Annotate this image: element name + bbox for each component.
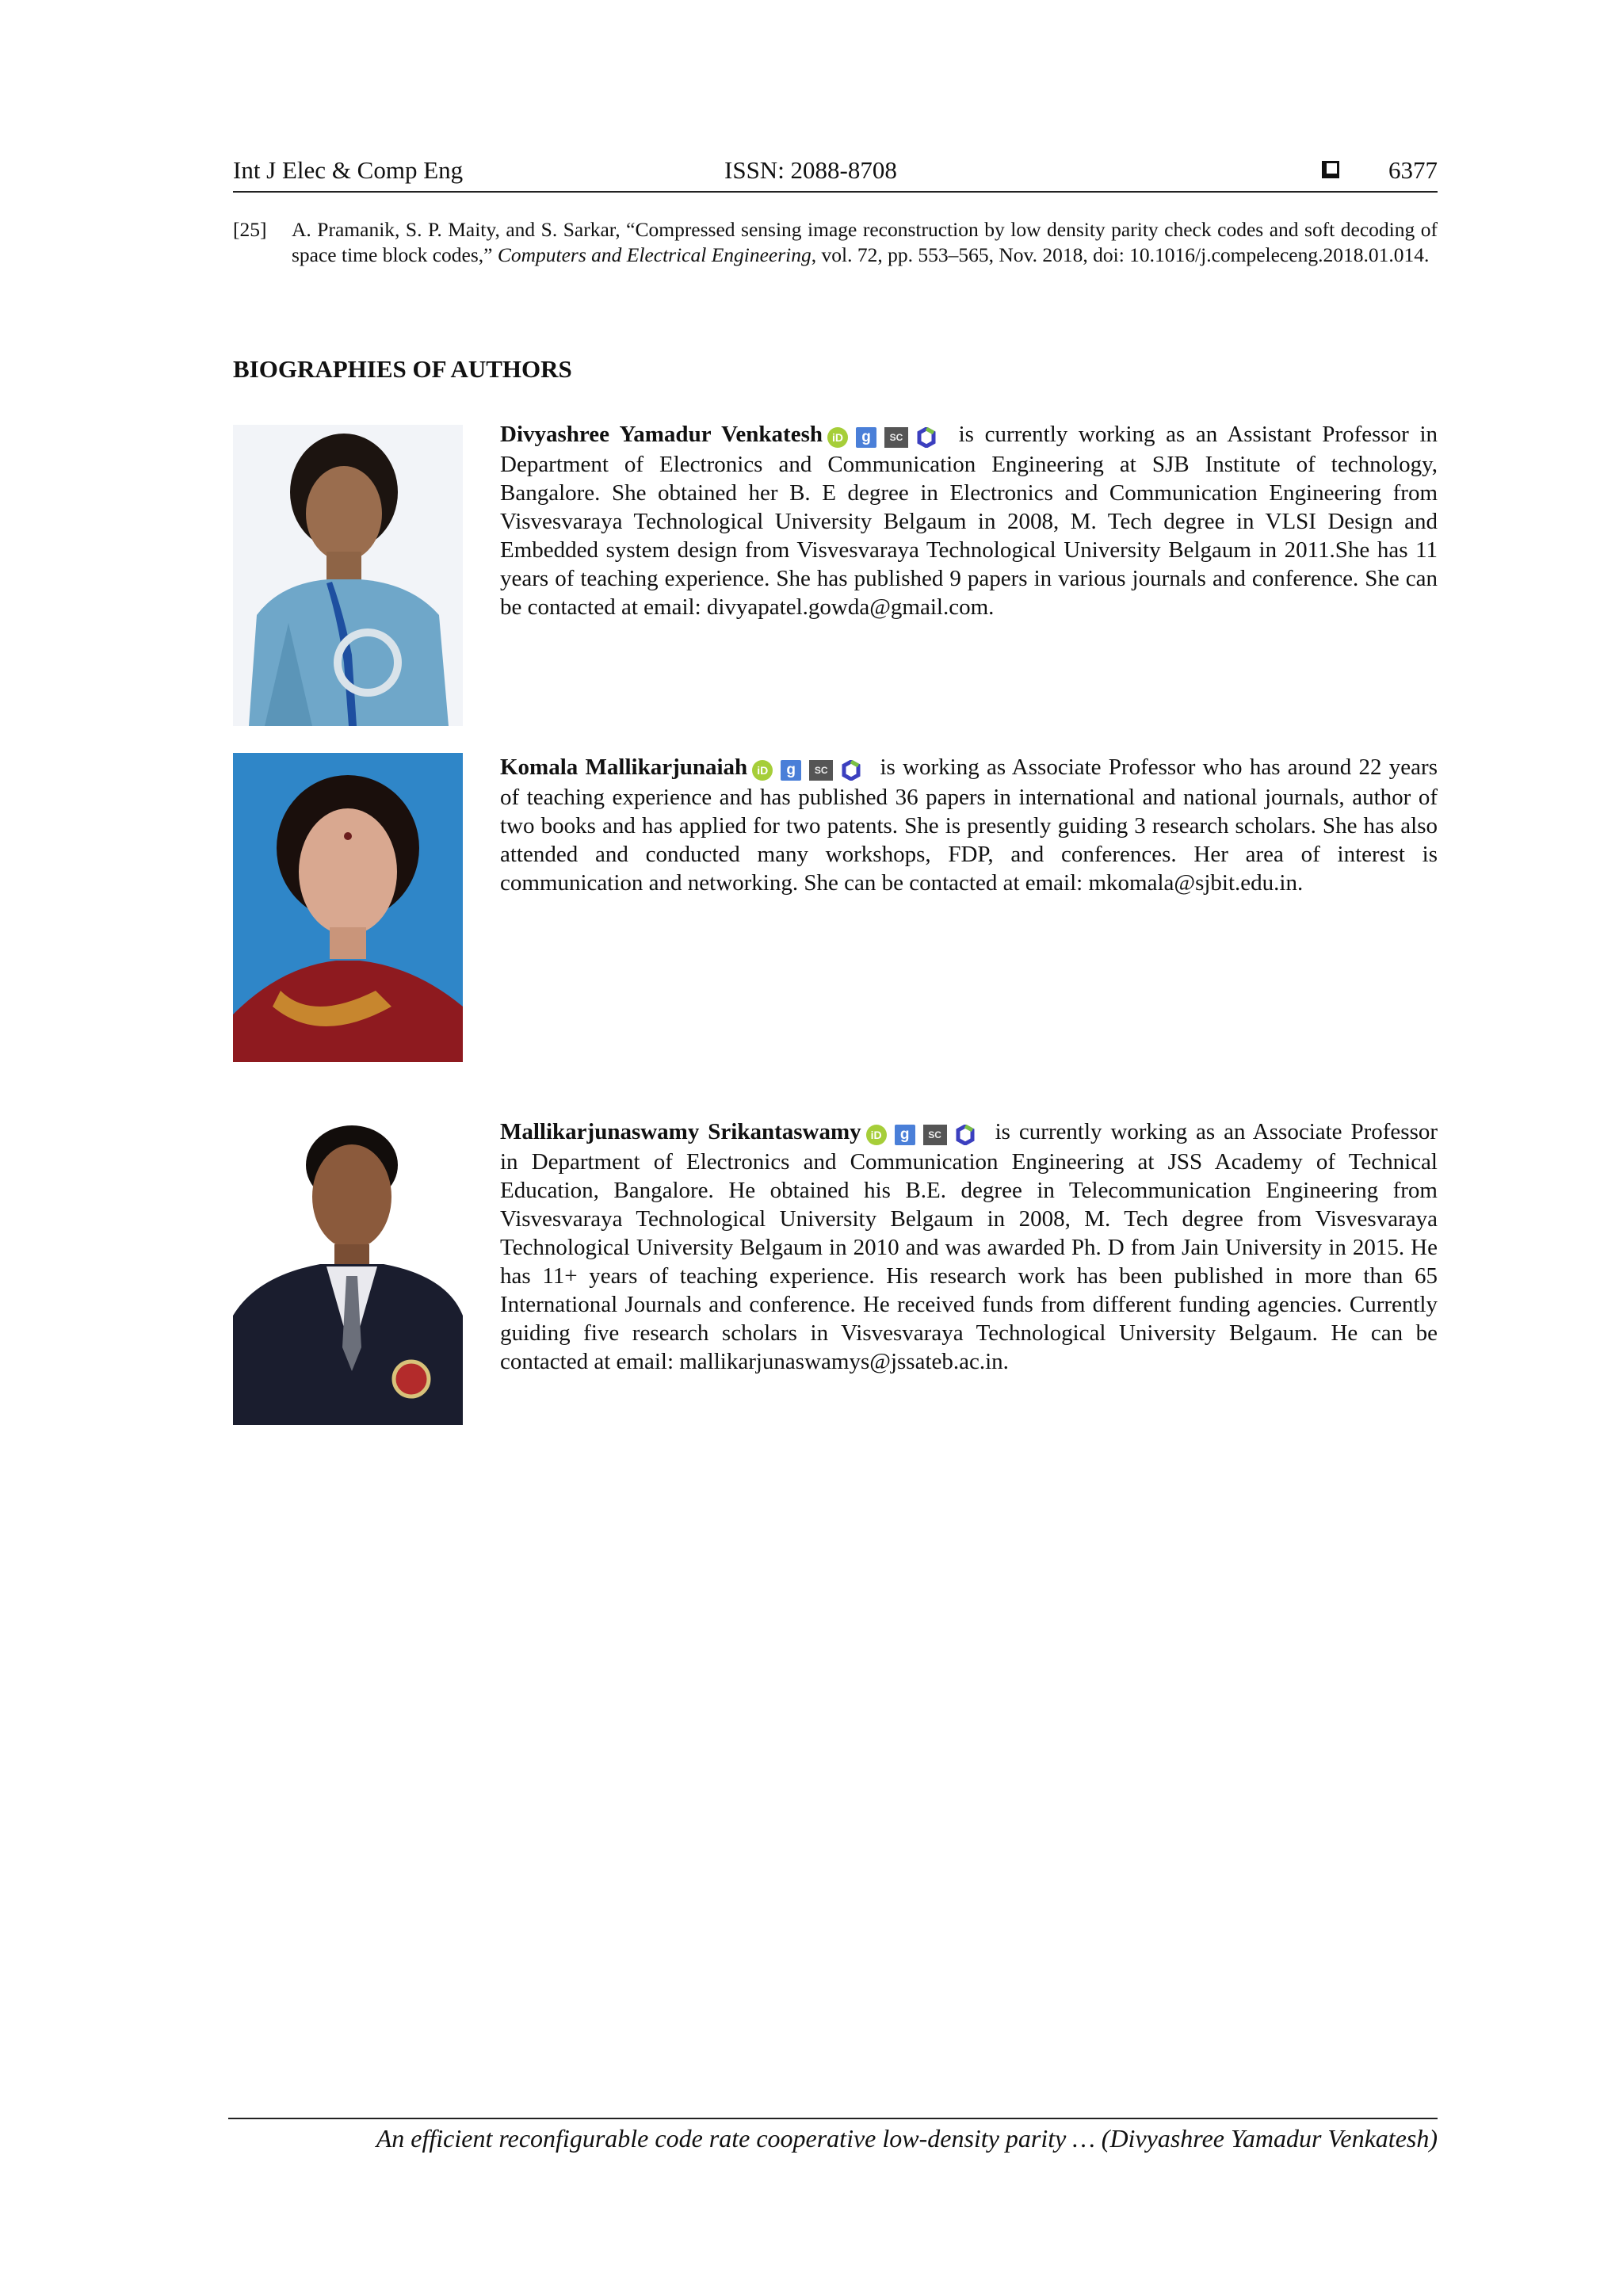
orcid-icon[interactable]: iD [866, 1125, 887, 1145]
issn: ISSN: 2088-8708 [724, 156, 897, 184]
profile-icons [752, 755, 869, 783]
orcid-icon[interactable]: iD [752, 760, 773, 781]
author-name: Komala Mallikarjunaiah [500, 755, 748, 780]
reference-journal: Computers and Electrical Engineering [497, 243, 812, 266]
google-scholar-icon[interactable]: g [781, 760, 801, 781]
reference-details: , vol. 72, pp. 553–565, Nov. 2018, doi: 10.1016/j.compeleceng.2018.01.014. [811, 243, 1430, 266]
box-bullet-icon [1322, 161, 1339, 178]
reference-text [292, 217, 1438, 268]
page-number: 6377 [1388, 156, 1438, 184]
profile-icons [866, 1119, 983, 1148]
author-name: Mallikarjunaswamy Srikantaswamy [500, 1119, 861, 1144]
author-name: Divyashree Yamadur Venkatesh [500, 422, 823, 447]
author-photo [233, 1117, 463, 1425]
author-bio-body: is working as Associate Professor who has around 22 years of teaching experience and has published 36 papers in international and national journals, author of two books and has applied for two patents. She is presently guiding 3 research scholars. She has also attended and conducted many workshops, FDP, and conferences. Her area of interest is communication and networking. She can be contacted at email: mkomala@sjbit.edu.in. [500, 755, 1438, 896]
author-bio-text [500, 753, 1438, 897]
author-photo [233, 425, 463, 726]
publons-icon[interactable] [955, 1125, 976, 1145]
reference-entry [233, 217, 1438, 268]
page-header [233, 153, 1438, 193]
author-bio-text [500, 420, 1438, 621]
section-heading: BIOGRAPHIES OF AUTHORS [233, 355, 572, 383]
scopus-icon[interactable]: SC [884, 427, 908, 448]
scopus-icon[interactable]: SC [923, 1125, 947, 1145]
orcid-icon[interactable]: iD [827, 427, 848, 448]
author-bio-body: is currently working as an Associate Professor in Department of Electronics and Communication Engineering at JSS Academy of Technical Education, Bangalore. He obtained his B.E. degree in Telecommunication Engineering from Visvesvaraya Technological University Belgaum in 2008, M. Tech degree from Visvesvaraya Technological University Belgaum in 2010 and was awarded Ph. D from Jain University in 2015. He has 11+ years of teaching experience. His research work has been published in more than 65 International Journals and conference. He received funds from different funding agencies. Currently guiding five research scholars in Visvesvaraya Technological University Belgaum. He can be contacted at email: mallikarjunaswamys@jssateb.ac.in. [500, 1119, 1438, 1374]
google-scholar-icon[interactable]: g [895, 1125, 915, 1145]
reference-number: [25] [233, 218, 267, 241]
author-bio-text [500, 1117, 1438, 1376]
profile-icons [827, 422, 945, 450]
publons-icon[interactable] [916, 427, 937, 448]
publons-icon[interactable] [841, 760, 861, 781]
author-bio-body: is currently working as an Assistant Professor in Department of Electronics and Communication Engineering at SJB Institute of technology, Bangalore. She obtained her B. E degree in Electronics and Communication Engineering from Visvesvaraya Technological University Belgaum in 2008, M. Tech degree in VLSI Design and Embedded system design from Visvesvaraya Technological University Belgaum in 2011.She has 11 years of teaching experience. She has published 9 papers in various journals and conference. She can be contacted at email: divyapatel.gowda@gmail.com. [500, 422, 1438, 620]
journal-name: Int J Elec & Comp Eng [233, 156, 464, 184]
author-photo [233, 753, 463, 1062]
google-scholar-icon[interactable]: g [856, 427, 876, 448]
page-footer: An efficient reconfigurable code rate cooperative low-density parity … (Divyashree Yamadur Venkatesh) [228, 2118, 1438, 2153]
scopus-icon[interactable]: SC [809, 760, 833, 781]
reference-authors-title: A. Pramanik, S. P. Maity, and S. Sarkar, “Compressed sensing image reconstruction by low density parity check codes and soft decoding of space time block codes,” [292, 218, 1438, 266]
